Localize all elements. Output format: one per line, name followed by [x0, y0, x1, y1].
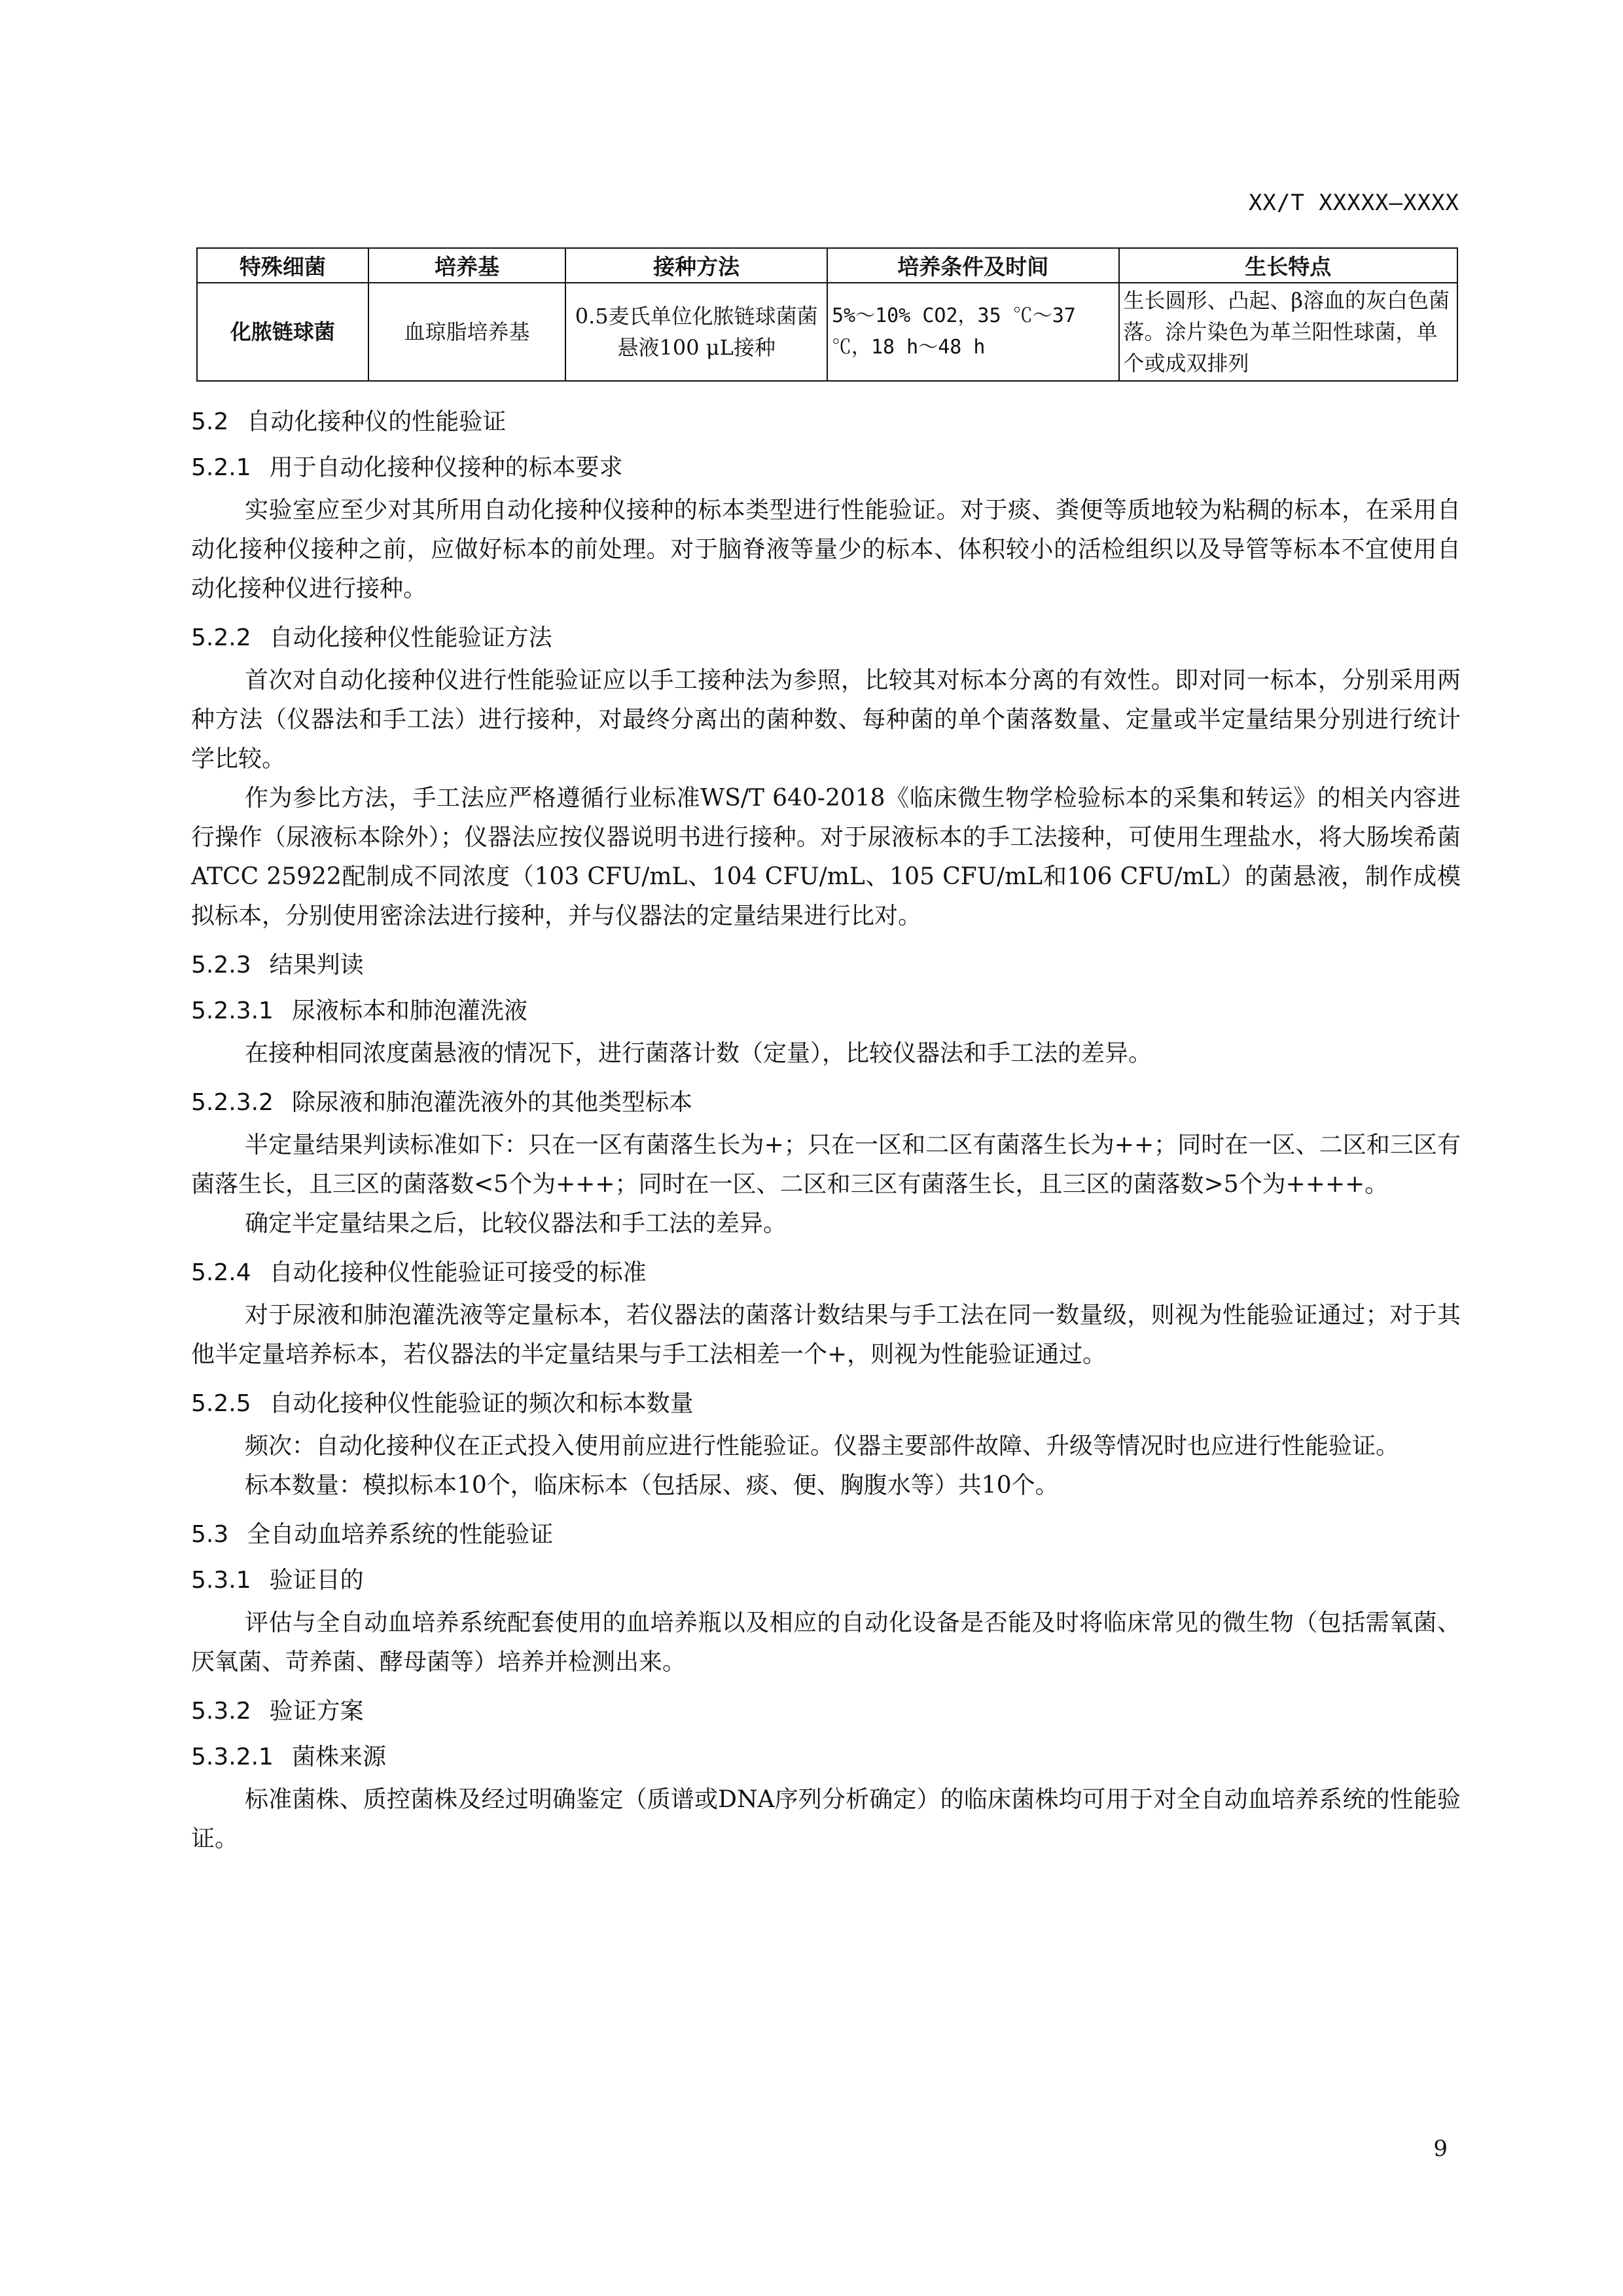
section-number: 5.3 [191, 1521, 229, 1548]
section-number: 5.2.3.1 [191, 997, 274, 1024]
section-heading [191, 1518, 1461, 1551]
section-title: 自动化接种仪性能验证方法 [269, 624, 552, 651]
section-heading [191, 1086, 1461, 1119]
doc-code: XX/T XXXXX—XXXX [1248, 190, 1459, 216]
paragraph: 对于尿液和肺泡灌洗液等定量标本，若仪器法的菌落计数结果与手工法在同一数量级，则视为性能验证通过；对于其他半定量培养标本，若仪器法的半定量结果与手工法相差一个+，则视为性能验证通过。 [191, 1302, 1461, 1368]
section-number: 5.2.1 [191, 454, 251, 481]
table-row [197, 283, 1457, 381]
section-title: 菌株来源 [291, 1744, 386, 1770]
features-cell: 生长圆形、凸起、β溶血的灰白色菌落。涂片染色为革兰阳性球菌，单个或成双排列 [1119, 283, 1457, 381]
section-heading [191, 622, 1461, 655]
page-number: 9 [1433, 2136, 1448, 2162]
section-title: 全自动血培养系统的性能验证 [247, 1521, 554, 1548]
section-number: 5.2.4 [191, 1259, 251, 1286]
medium-cell: 血琼脂培养基 [368, 283, 566, 381]
section-title: 自动化接种仪性能验证的频次和标本数量 [269, 1390, 694, 1417]
section-number: 5.3.2.1 [191, 1744, 274, 1770]
section-number: 5.2.5 [191, 1390, 251, 1417]
section-number: 5.2.2 [191, 624, 251, 651]
section-number: 5.2 [191, 408, 229, 435]
paragraph: 确定半定量结果之后，比较仪器法和手工法的差异。 [245, 1210, 787, 1237]
section-heading [191, 1741, 1461, 1774]
section-title: 用于自动化接种仪接种的标本要求 [269, 454, 623, 481]
inoculation-cell: 0.5麦氏单位化脓链球菌菌悬液100 μL接种 [565, 283, 827, 381]
paragraph: 频次：自动化接种仪在正式投入使用前应进行性能验证。仪器主要部件故障、升级等情况时也应进行性能验证。 [245, 1433, 1400, 1460]
table-header-cell: 培养条件及时间 [827, 248, 1119, 283]
section-title: 自动化接种仪性能验证可接受的标准 [269, 1259, 647, 1286]
paragraph: 作为参比方法，手工法应严格遵循行业标准WS/T 640-2018《临床微生物学检验标本的采集和转运》的相关内容进行操作（尿液标本除外）；仪器法应按仪器说明书进行接种。对于尿液标本的手工法接种，可使用生理盐水，将大肠埃希菌ATCC 25922配制成不同浓度（103 CFU/mL、104 CFU/mL、105 CFU/mL和106 CFU/mL）的菌悬液，制作成模拟标本，分别使用密涂法进行接种，并与仪器法的定量结果进行比对。 [191, 785, 1461, 929]
section-title: 尿液标本和肺泡灌洗液 [291, 997, 527, 1024]
table-header-cell: 培养基 [368, 248, 566, 283]
section-number: 5.2.3.2 [191, 1089, 274, 1116]
section-heading [191, 406, 1461, 439]
table-header-cell: 生长特点 [1119, 248, 1457, 283]
section-heading [191, 949, 1461, 982]
bacteria-cell: 化脓链球菌 [197, 283, 368, 381]
culture-table [196, 247, 1458, 382]
section-title: 结果判读 [269, 952, 364, 978]
paragraph: 在接种相同浓度菌悬液的情况下，进行菌落计数（定量），比较仪器法和手工法的差异。 [245, 1040, 1152, 1067]
section-heading [191, 1257, 1461, 1289]
paragraph: 首次对自动化接种仪进行性能验证应以手工接种法为参照，比较其对标本分离的有效性。即对同一标本，分别采用两种方法（仪器法和手工法）进行接种，对最终分离出的菌种数、每种菌的单个菌落数量、定量或半定量结果分别进行统计学比较。 [191, 667, 1461, 772]
section-heading [191, 995, 1461, 1028]
section-title: 验证方案 [269, 1698, 364, 1725]
section-title: 自动化接种仪的性能验证 [247, 408, 507, 435]
conditions-cell: 5%～10% CO2，35 ℃～37 ℃，18 h～48 h [827, 283, 1119, 381]
section-heading [191, 1564, 1461, 1597]
paragraph: 标准菌株、质控菌株及经过明确鉴定（质谱或DNA序列分析确定）的临床菌株均可用于对全自动血培养系统的性能验证。 [191, 1786, 1461, 1852]
table-header-cell: 特殊细菌 [197, 248, 368, 283]
paragraph: 评估与全自动血培养系统配套使用的血培养瓶以及相应的自动化设备是否能及时将临床常见的微生物（包括需氧菌、厌氧菌、苛养菌、酵母菌等）培养并检测出来。 [191, 1609, 1461, 1676]
section-number: 5.2.3 [191, 952, 251, 978]
section-heading [191, 1388, 1461, 1420]
section-number: 5.3.2 [191, 1698, 251, 1725]
paragraph: 半定量结果判读标准如下：只在一区有菌落生长为+；只在一区和二区有菌落生长为++；同时在一区、二区和三区有菌落生长，且三区的菌落数<5个为+++；同时在一区、二区和三区有菌落生长，且三区的菌落数>5个为++++。 [191, 1132, 1461, 1198]
section-heading [191, 452, 1461, 484]
table-header-cell: 接种方法 [565, 248, 827, 283]
section-title: 验证目的 [269, 1567, 364, 1594]
section-number: 5.3.1 [191, 1567, 251, 1594]
document-body [191, 393, 1461, 1859]
paragraph: 实验室应至少对其所用自动化接种仪接种的标本类型进行性能验证。对于痰、粪便等质地较为粘稠的标本，在采用自动化接种仪接种之前，应做好标本的前处理。对于脑脊液等量少的标本、体积较小的活检组织以及导管等标本不宜使用自动化接种仪进行接种。 [191, 497, 1461, 602]
paragraph: 标本数量：模拟标本10个，临床标本（包括尿、痰、便、胸腹水等）共10个。 [245, 1472, 1059, 1499]
section-heading [191, 1695, 1461, 1728]
section-title: 除尿液和肺泡灌洗液外的其他类型标本 [291, 1089, 692, 1116]
table-header-row [197, 248, 1457, 283]
